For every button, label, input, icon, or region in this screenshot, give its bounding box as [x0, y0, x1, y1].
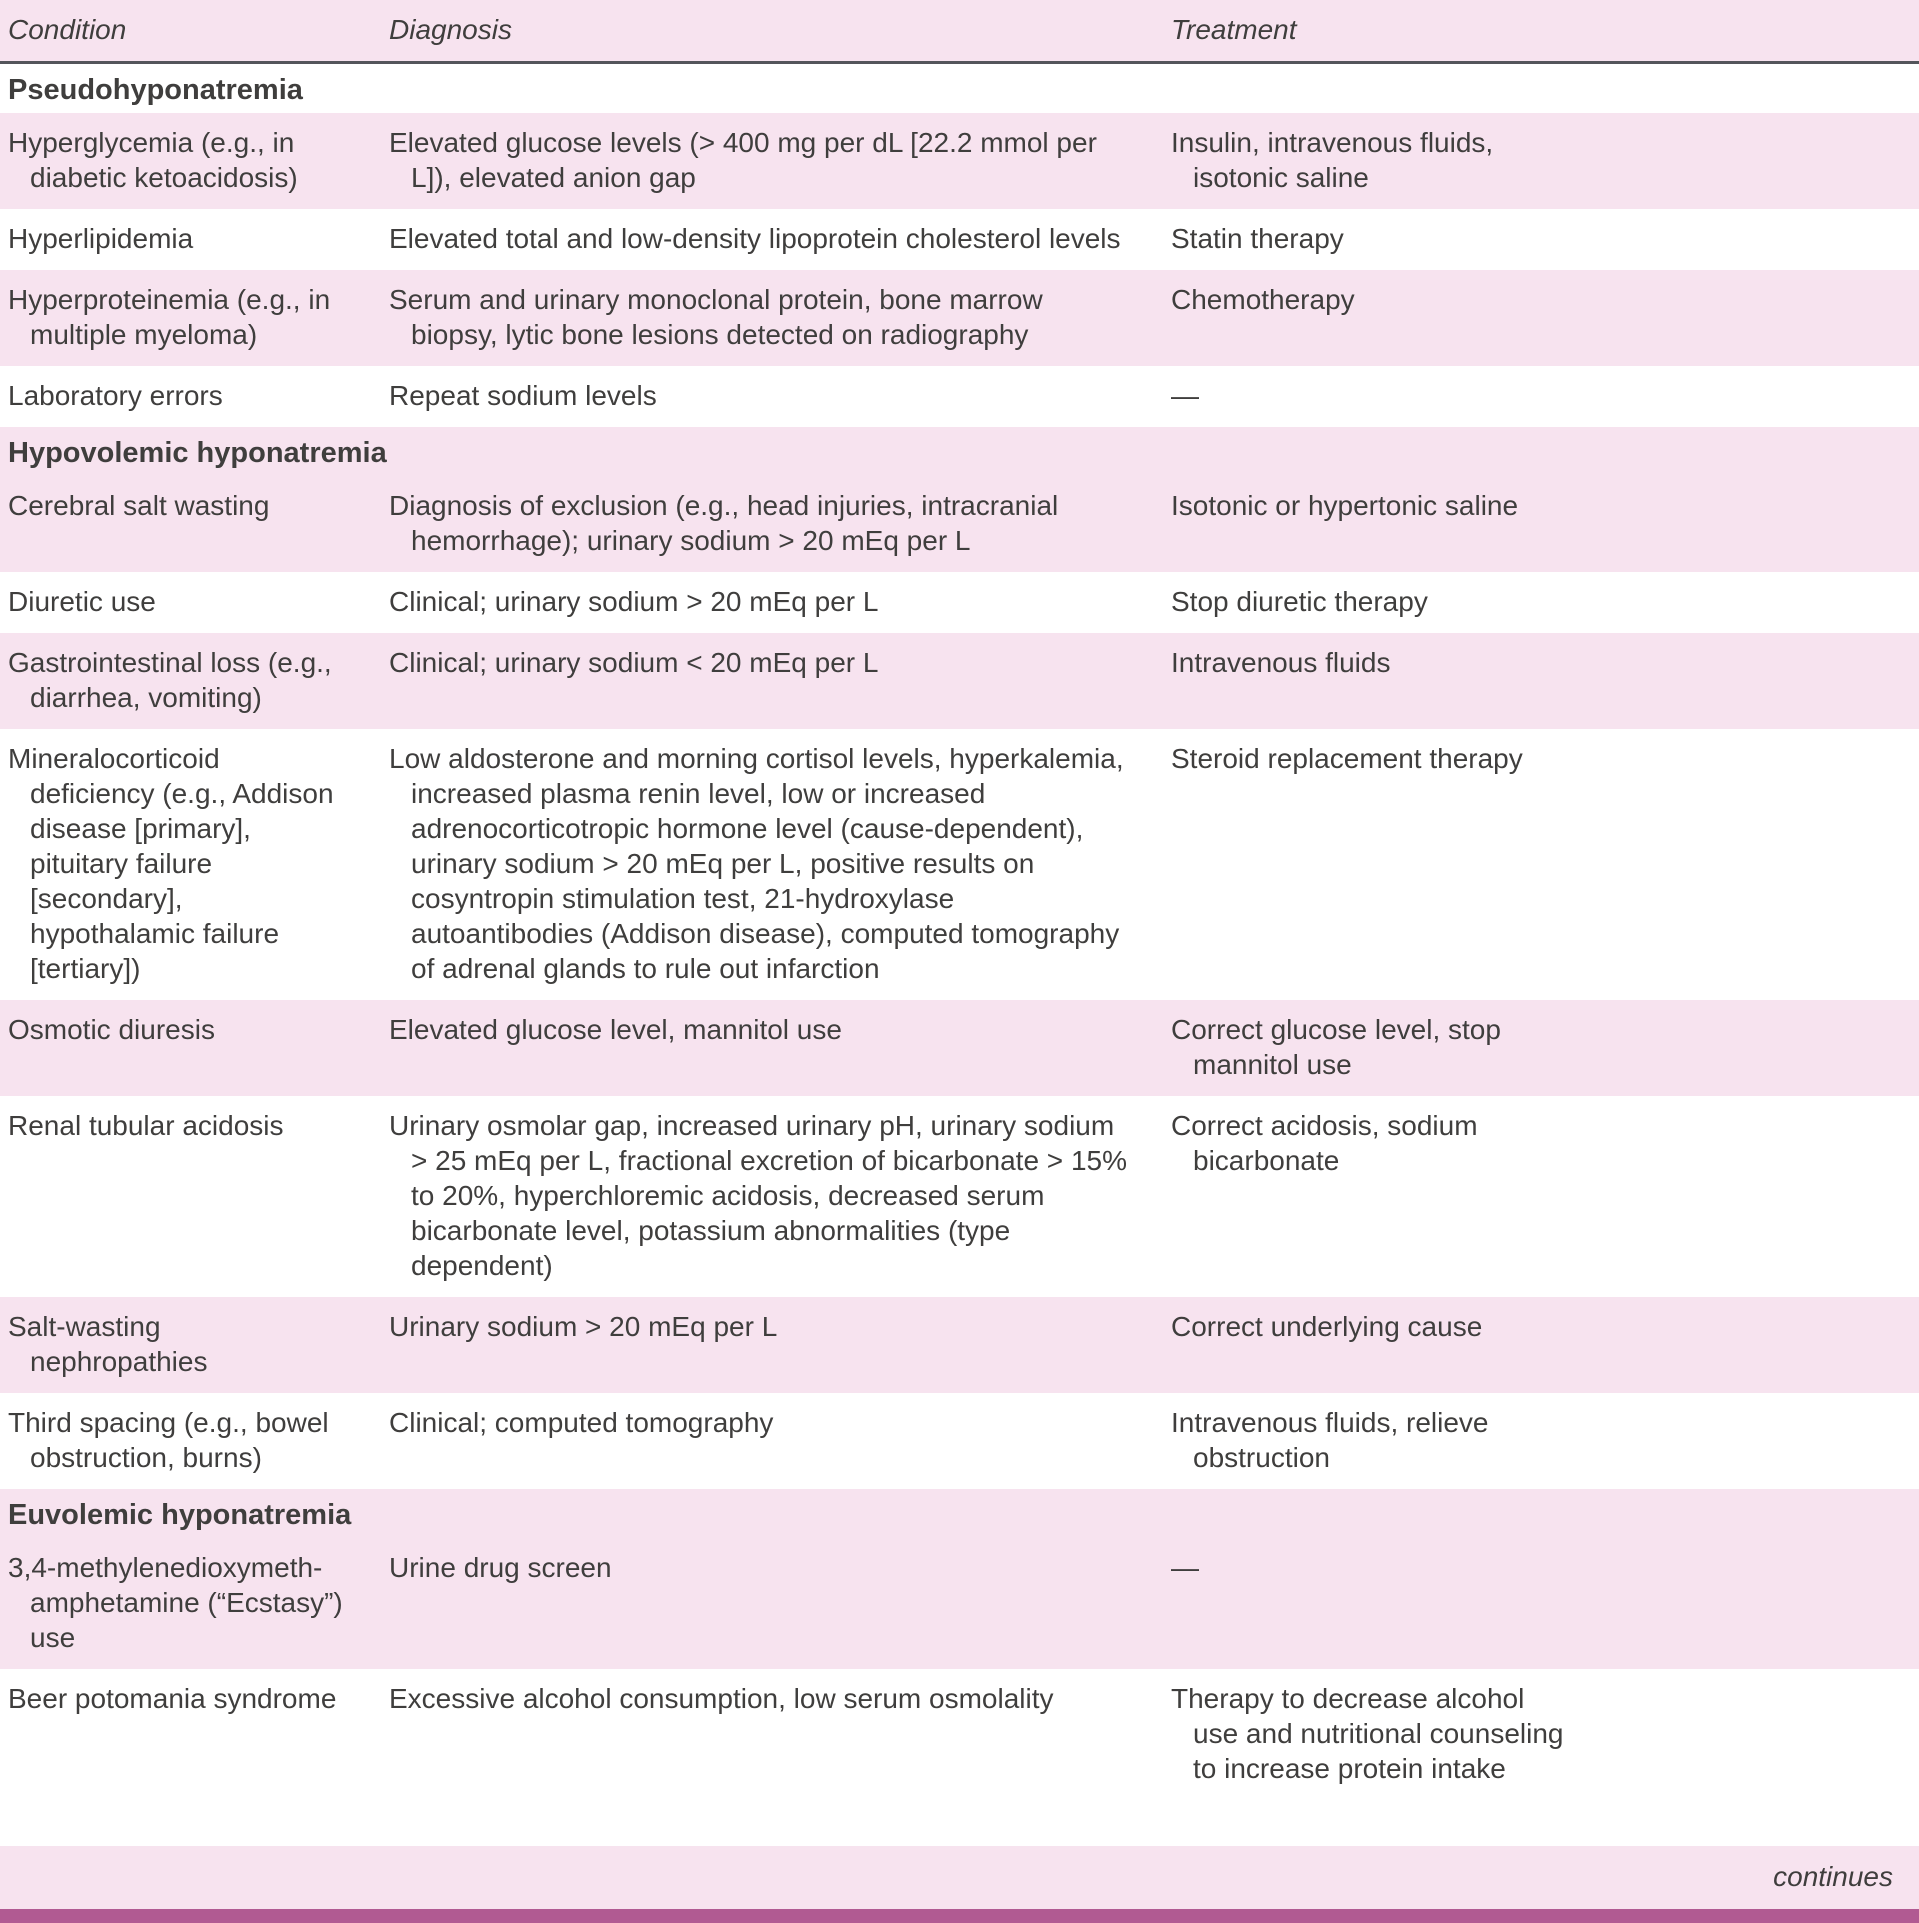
- table-row: [0, 270, 1919, 366]
- cell-condition: Beer potomania syndrome: [8, 1683, 337, 1714]
- cell-treatment: Intravenous fluids, relieve obstruction: [1171, 1407, 1489, 1473]
- table-row: [0, 1000, 1919, 1096]
- cell-condition: Hyperlipidemia: [8, 223, 194, 254]
- cell-diagnosis: Low aldosterone and morning cortisol levels, hyperkalemia, increased plasma renin level, low or increased adrenocorticotropic hormone level (cause-dependent), urinary sodium > 20 mEq per L, positive results on cosyntropin stimulation test, 21-hydroxylase autoantibodies (Addison disease), computed tomography of adrenal glands to rule out infarction: [389, 743, 1124, 984]
- section-title: Hypovolemic hyponatremia: [8, 437, 387, 469]
- cell-diagnosis: Urine drug screen: [389, 1552, 612, 1583]
- cell-condition: Gastrointestinal loss (e.g., diarrhea, vomiting): [8, 647, 332, 713]
- table-row: [0, 209, 1919, 270]
- cell-treatment: Therapy to decrease alcohol use and nutritional counseling to increase protein intake: [1171, 1683, 1564, 1784]
- cell-treatment: —: [1171, 380, 1199, 411]
- cell-diagnosis: Clinical; urinary sodium > 20 mEq per L: [389, 586, 879, 617]
- section-header-hypovolemic-hyponatremia: [0, 427, 1919, 476]
- table-row: [0, 729, 1919, 1000]
- cell-condition: Cerebral salt wasting: [8, 490, 270, 521]
- cell-treatment: —: [1171, 1552, 1199, 1583]
- cell-treatment: Correct acidosis, sodium bicarbonate: [1171, 1110, 1478, 1176]
- cell-diagnosis: Elevated glucose level, mannitol use: [389, 1014, 842, 1045]
- table-row: [0, 1538, 1919, 1669]
- section-header-euvolemic-hyponatremia: [0, 1489, 1919, 1538]
- cell-condition: Laboratory errors: [8, 380, 223, 411]
- column-header-treatment: Treatment: [1171, 14, 1297, 45]
- cell-treatment: Correct underlying cause: [1171, 1311, 1483, 1342]
- cell-condition: Renal tubular acidosis: [8, 1110, 284, 1141]
- cell-treatment: Stop diuretic therapy: [1171, 586, 1428, 617]
- cell-condition: 3,4-methylenedioxymeth-amphetamine (“Ecstasy”) use: [8, 1552, 343, 1653]
- section-header-pseudohyponatremia: [0, 64, 1919, 113]
- cell-diagnosis: Elevated glucose levels (> 400 mg per dL [22.2 mmol per L]), elevated anion gap: [389, 127, 1097, 193]
- cell-treatment: Intravenous fluids: [1171, 647, 1391, 678]
- whitespace-filler: [0, 1800, 1919, 1846]
- cell-treatment: Steroid replacement therapy: [1171, 743, 1523, 774]
- cell-condition: Hyperglycemia (e.g., in diabetic ketoacidosis): [8, 127, 298, 193]
- section-title: Euvolemic hyponatremia: [8, 1499, 352, 1531]
- cell-diagnosis: Elevated total and low-density lipoprotein cholesterol levels: [389, 223, 1121, 254]
- cell-condition: Diuretic use: [8, 586, 156, 617]
- column-header-diagnosis: Diagnosis: [389, 14, 512, 45]
- cell-diagnosis: Clinical; computed tomography: [389, 1407, 774, 1438]
- cell-diagnosis: Diagnosis of exclusion (e.g., head injuries, intracranial hemorrhage); urinary sodium > 20 mEq per L: [389, 490, 1059, 556]
- table-row: [0, 572, 1919, 633]
- table-row: [0, 1669, 1919, 1800]
- cell-treatment: Isotonic or hypertonic saline: [1171, 490, 1519, 521]
- section-title: Pseudohyponatremia: [8, 74, 303, 106]
- cell-condition: Third spacing (e.g., bowel obstruction, burns): [8, 1407, 329, 1473]
- table-row: [0, 113, 1919, 209]
- column-header-condition: Condition: [8, 14, 127, 45]
- continues-label: continues: [1773, 1861, 1893, 1892]
- table-row: [0, 1096, 1919, 1297]
- table-row: [0, 633, 1919, 729]
- cell-diagnosis: Urinary sodium > 20 mEq per L: [389, 1311, 778, 1342]
- cell-diagnosis: Urinary osmolar gap, increased urinary pH, urinary sodium > 25 mEq per L, fractional excretion of bicarbonate > 15% to 20%, hyperchloremic acidosis, decreased serum bicarbonate level, potassium abnormalities (type dependent): [389, 1110, 1127, 1281]
- cell-condition: Osmotic diuresis: [8, 1014, 215, 1045]
- cell-condition: Salt-wasting nephropathies: [8, 1311, 208, 1377]
- cell-diagnosis: Serum and urinary monoclonal protein, bone marrow biopsy, lytic bone lesions detected on radiography: [389, 284, 1043, 350]
- cell-treatment: Chemotherapy: [1171, 284, 1355, 315]
- cell-condition: Hyperproteinemia (e.g., in multiple myeloma): [8, 284, 331, 350]
- cell-diagnosis: Excessive alcohol consumption, low serum osmolality: [389, 1683, 1054, 1714]
- table-row: [0, 366, 1919, 427]
- table-row: [0, 1297, 1919, 1393]
- cell-condition: Mineralocorticoid deficiency (e.g., Addison disease [primary], pituitary failure [secondary], hypothalamic failure [tertiary]): [8, 743, 334, 984]
- cell-diagnosis: Clinical; urinary sodium < 20 mEq per L: [389, 647, 879, 678]
- column-header-row: [0, 0, 1919, 61]
- table-row: [0, 476, 1919, 572]
- cell-treatment: Correct glucose level, stop mannitol use: [1171, 1014, 1501, 1080]
- table-row: [0, 1393, 1919, 1489]
- cell-treatment: Insulin, intravenous fluids, isotonic saline: [1171, 127, 1494, 193]
- cell-treatment: Statin therapy: [1171, 223, 1344, 254]
- cell-diagnosis: Repeat sodium levels: [389, 380, 657, 411]
- table-footer: [0, 1846, 1919, 1909]
- bottom-accent-bar: [0, 1909, 1919, 1923]
